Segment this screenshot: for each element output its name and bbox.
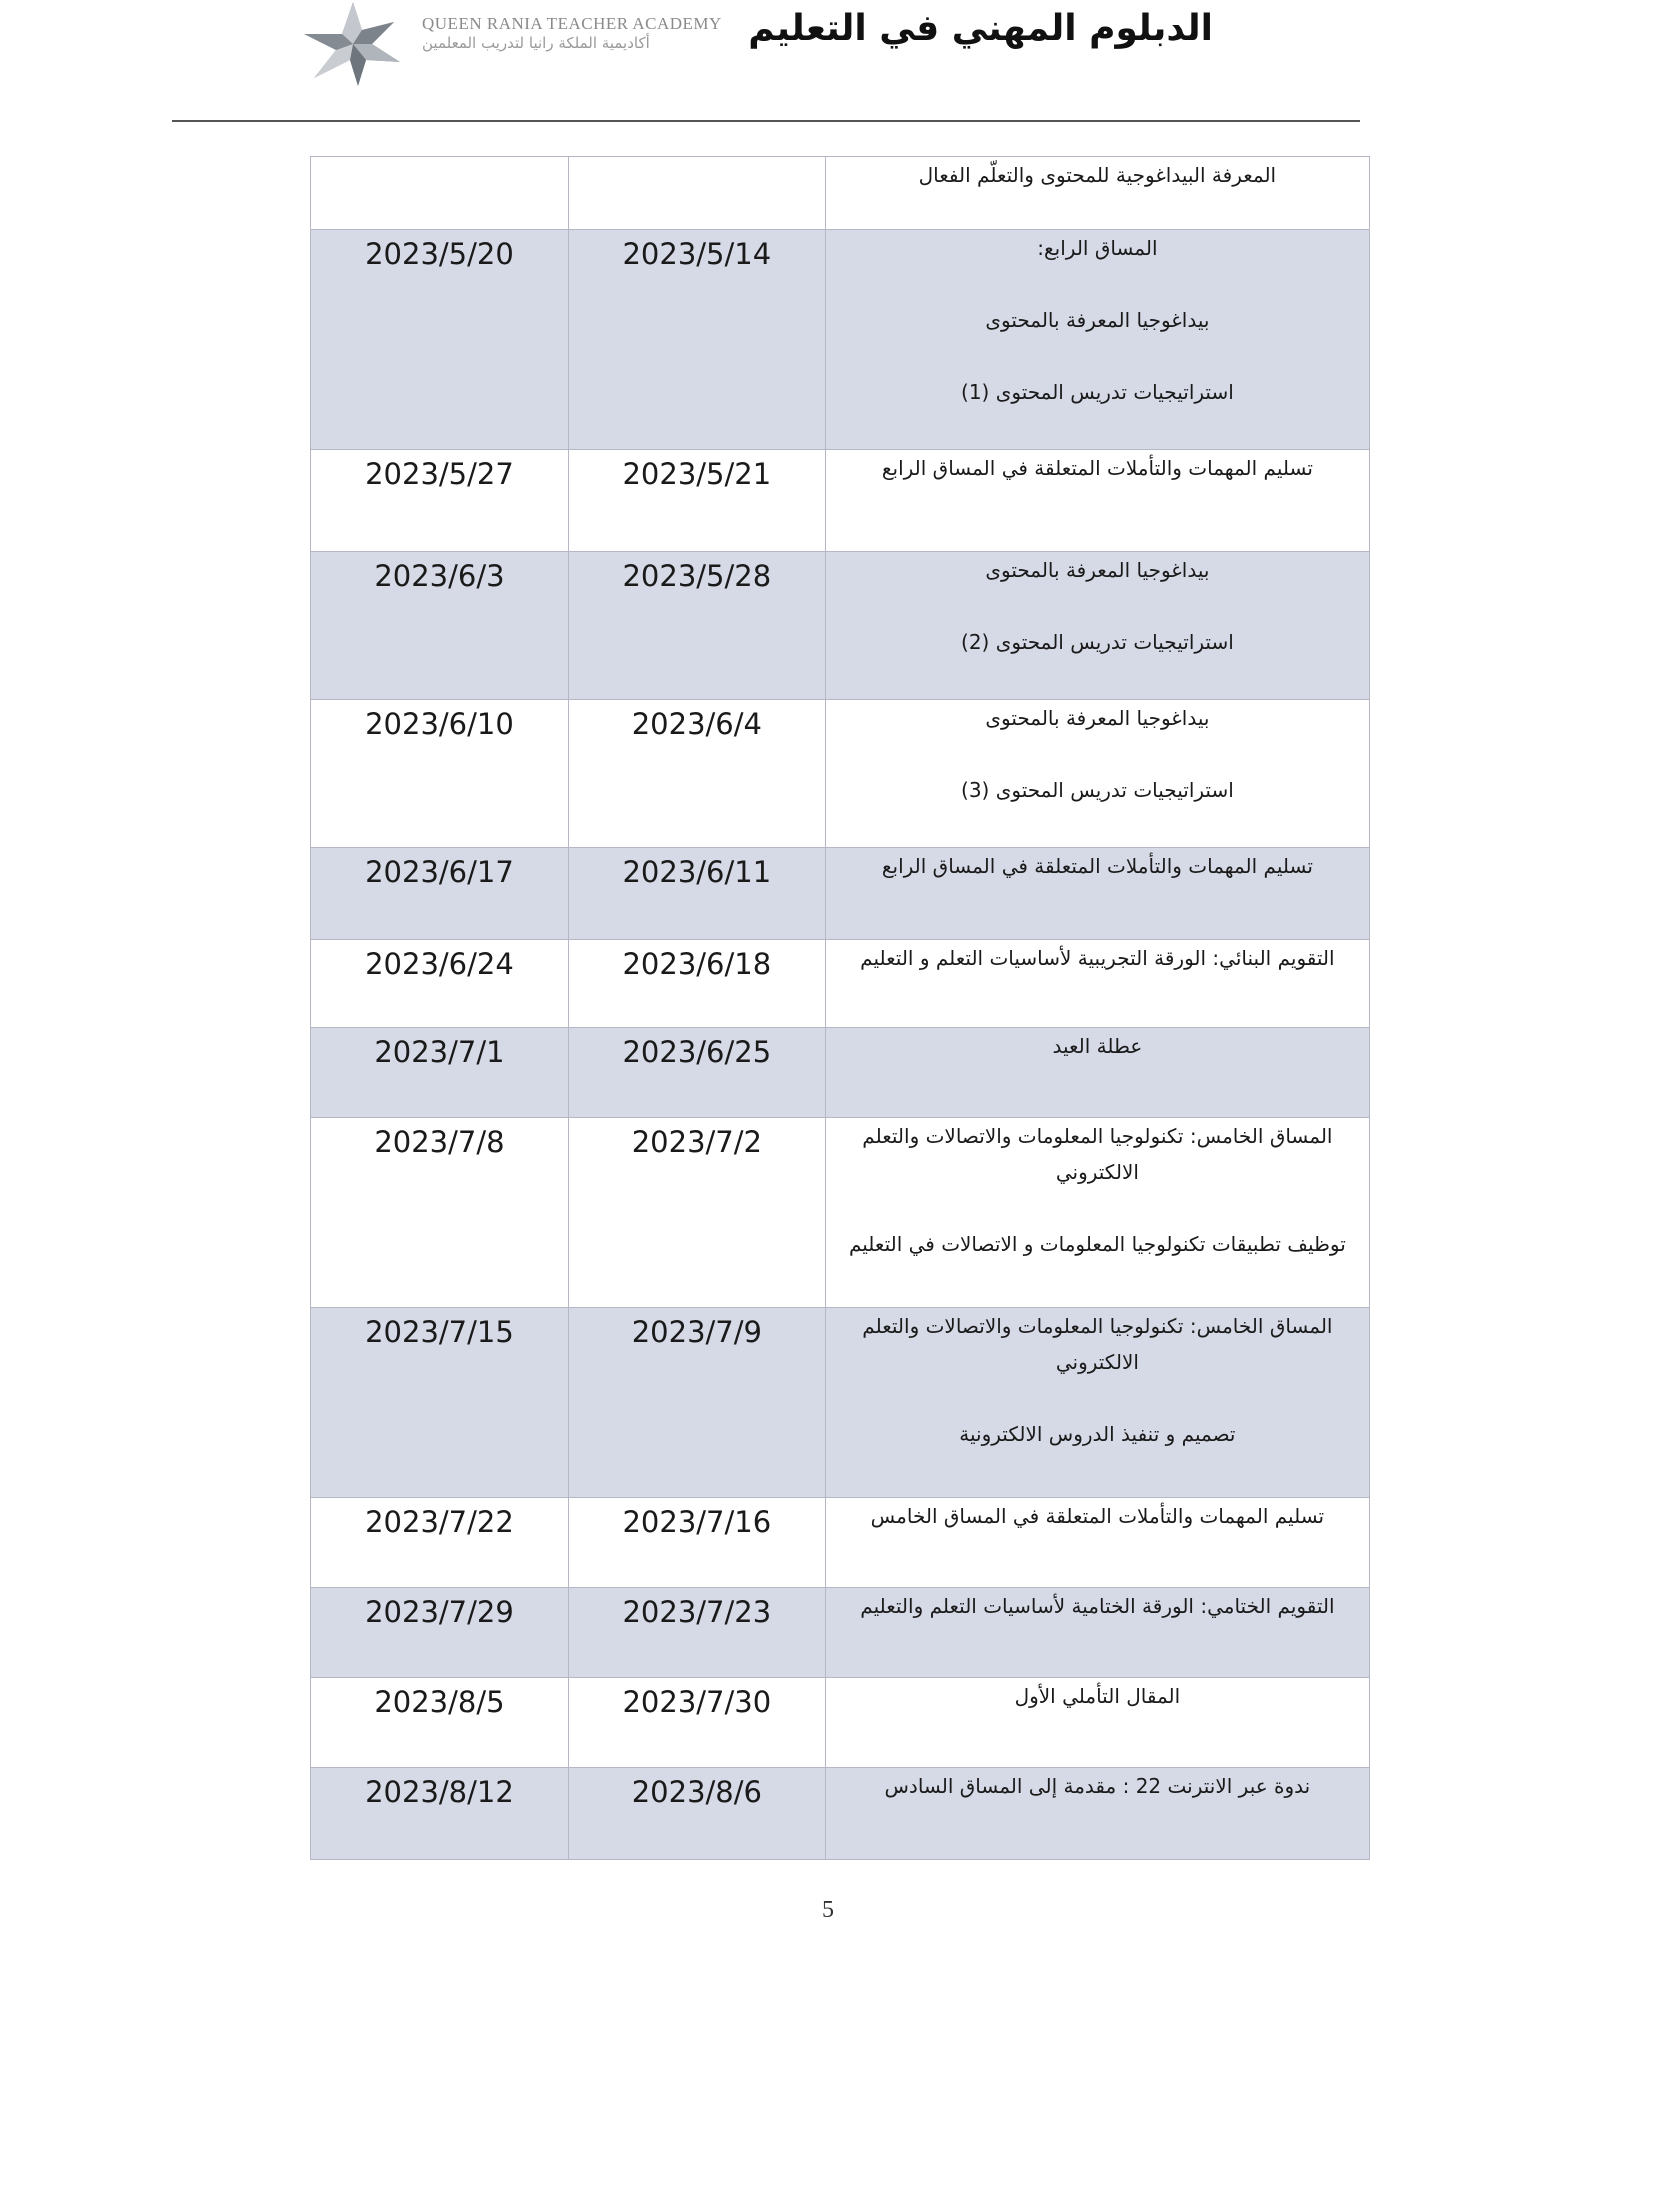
topic-line: ندوة عبر الانترنت 22 : مقدمة إلى المساق السادس (884, 1774, 1311, 1798)
topic-cell (825, 1118, 1369, 1308)
start-date-cell: 2023/5/14 (568, 230, 825, 450)
topic-line: المقال التأملي الأول (1014, 1684, 1181, 1708)
topic-cell (825, 1678, 1369, 1768)
end-date-cell: 2023/8/12 (311, 1768, 569, 1860)
end-date-cell: 2023/5/20 (311, 230, 569, 450)
topic-line: عطلة العيد (1052, 1034, 1143, 1058)
start-date-cell: 2023/7/16 (568, 1498, 825, 1588)
end-date-cell: 2023/5/27 (311, 450, 569, 552)
topic-cell (825, 1028, 1369, 1118)
topic-line: بيداغوجيا المعرفة بالمحتوى (985, 558, 1210, 582)
topic-line: تسليم المهمات والتأملات المتعلقة في المساق الرابع (881, 456, 1313, 480)
academy-name-ar: أكاديمية الملكة رانيا لتدريب المعلمين (422, 34, 650, 52)
topic-cell (825, 157, 1369, 230)
table-row (311, 1118, 1370, 1308)
topic-cell (825, 1498, 1369, 1588)
topic-line: المعرفة البيداغوجية للمحتوى والتعلّم الفعال (918, 163, 1277, 187)
end-date-cell: 2023/6/10 (311, 700, 569, 848)
topic-cell (825, 1588, 1369, 1678)
page-header (0, 0, 1656, 130)
start-date-cell: 2023/6/18 (568, 940, 825, 1028)
topic-cell (825, 1308, 1369, 1498)
academy-name-en: QUEEN RANIA TEACHER ACADEMY (422, 14, 722, 33)
start-date-cell: 2023/7/23 (568, 1588, 825, 1678)
topic-line: المساق الخامس: تكنولوجيا المعلومات والاتصالات والتعلم (862, 1124, 1333, 1148)
table-row (311, 1768, 1370, 1860)
topic-cell (825, 450, 1369, 552)
topic-line: استراتيجيات تدريس المحتوى (2) (961, 630, 1234, 654)
start-date-cell: 2023/6/25 (568, 1028, 825, 1118)
line-gap (826, 736, 1369, 772)
end-date-cell: 2023/6/3 (311, 552, 569, 700)
table-row (311, 230, 1370, 450)
table-row (311, 450, 1370, 552)
line-gap (826, 338, 1369, 374)
table-row (311, 1498, 1370, 1588)
table-row (311, 1308, 1370, 1498)
schedule-table (310, 156, 1370, 1860)
topic-line: التقويم الختامي: الورقة الختامية لأساسيات التعلم والتعليم (860, 1594, 1335, 1618)
end-date-cell: 2023/6/24 (311, 940, 569, 1028)
start-date-cell: 2023/7/2 (568, 1118, 825, 1308)
schedule-table-body (311, 157, 1370, 1860)
table-row (311, 552, 1370, 700)
end-date-cell: 2023/7/22 (311, 1498, 569, 1588)
end-date-cell: 2023/7/15 (311, 1308, 569, 1498)
header-divider (172, 120, 1360, 122)
topic-line: بيداغوجيا المعرفة بالمحتوى (985, 308, 1210, 332)
topic-line: الالكتروني (1055, 1350, 1139, 1374)
academy-logo-star-icon (296, 0, 411, 88)
table-row (311, 1028, 1370, 1118)
topic-line: استراتيجيات تدريس المحتوى (3) (961, 778, 1234, 802)
topic-cell (825, 1768, 1369, 1860)
end-date-cell: 2023/6/17 (311, 848, 569, 940)
topic-line: تصميم و تنفيذ الدروس الالكترونية (959, 1422, 1236, 1446)
line-gap (826, 588, 1369, 624)
topic-line: المساق الخامس: تكنولوجيا المعلومات والاتصالات والتعلم (862, 1314, 1333, 1338)
end-date-cell: 2023/7/1 (311, 1028, 569, 1118)
end-date-cell: 2023/8/5 (311, 1678, 569, 1768)
end-date-cell (311, 157, 569, 230)
table-row (311, 700, 1370, 848)
topic-cell (825, 848, 1369, 940)
table-row (311, 848, 1370, 940)
topic-line: التقويم البنائي: الورقة التجريبية لأساسيات التعلم و التعليم (860, 946, 1335, 970)
line-gap (826, 1190, 1369, 1226)
topic-cell (825, 700, 1369, 848)
table-row (311, 1678, 1370, 1768)
table-row (311, 940, 1370, 1028)
start-date-cell: 2023/8/6 (568, 1768, 825, 1860)
start-date-cell: 2023/7/30 (568, 1678, 825, 1768)
document-title: الدبلوم المهني في التعليم (748, 8, 1213, 49)
topic-line: توظيف تطبيقات تكنولوجيا المعلومات و الاتصالات في التعليم (848, 1232, 1346, 1256)
topic-cell (825, 552, 1369, 700)
topic-cell (825, 230, 1369, 450)
end-date-cell: 2023/7/29 (311, 1588, 569, 1678)
topic-line: استراتيجيات تدريس المحتوى (1) (961, 380, 1234, 404)
start-date-cell: 2023/7/9 (568, 1308, 825, 1498)
topic-line: المساق الرابع: (1037, 236, 1158, 260)
start-date-cell: 2023/6/4 (568, 700, 825, 848)
topic-line: تسليم المهمات والتأملات المتعلقة في المساق الرابع (881, 854, 1313, 878)
topic-cell (825, 940, 1369, 1028)
start-date-cell: 2023/5/21 (568, 450, 825, 552)
line-gap (826, 1380, 1369, 1416)
end-date-cell: 2023/7/8 (311, 1118, 569, 1308)
table-row (311, 157, 1370, 230)
topic-line: تسليم المهمات والتأملات المتعلقة في المساق الخامس (870, 1504, 1325, 1528)
start-date-cell (568, 157, 825, 230)
page-number: 5 (822, 1897, 834, 1923)
line-gap (826, 266, 1369, 302)
topic-line: الالكتروني (1055, 1160, 1139, 1184)
table-row (311, 1588, 1370, 1678)
start-date-cell: 2023/5/28 (568, 552, 825, 700)
start-date-cell: 2023/6/11 (568, 848, 825, 940)
topic-line: بيداغوجيا المعرفة بالمحتوى (985, 706, 1210, 730)
